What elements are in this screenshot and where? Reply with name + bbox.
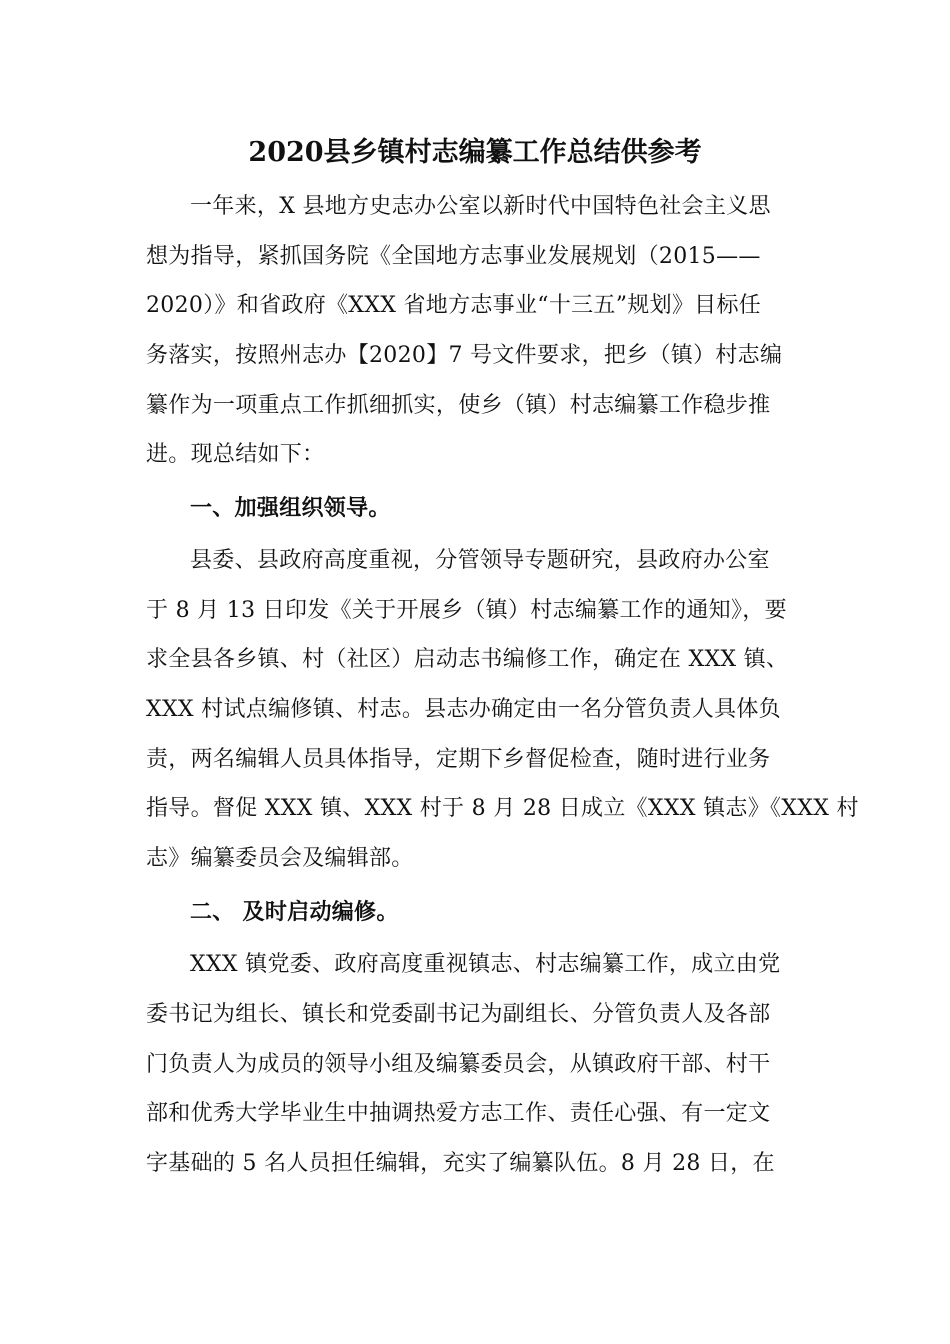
paragraph-3-line-3: 门负责人为成员的领导小组及编纂委员会，从镇政府干部、村干 <box>146 1052 771 1077</box>
paragraph-3-line-5: 字基础的 5 名人员担任编辑，充实了编纂队伍。8 月 28 日，在 <box>146 1151 775 1176</box>
paragraph-2-line-4: XXX 村试点编修镇、村志。县志办确定由一名分管负责人具体负 <box>146 697 781 722</box>
paragraph-2-line-1: 县委、县政府高度重视，分管领导专题研究，县政府办公室 <box>190 548 770 573</box>
paragraph-2-line-3: 求全县各乡镇、村（社区）启动志书编修工作，确定在 XXX 镇、 <box>146 647 789 672</box>
paragraph-1-line-5: 纂作为一项重点工作抓细抓实，使乡（镇）村志编纂工作稳步推 <box>146 393 771 418</box>
paragraph-3-line-1: XXX 镇党委、政府高度重视镇志、村志编纂工作，成立由党 <box>190 952 781 977</box>
section-heading-1: 一、加强组织领导。 <box>190 495 391 521</box>
paragraph-1-line-3: 2020）》和省政府《XXX 省地方志事业“十三五”规划》目标任 <box>146 293 762 318</box>
paragraph-1-line-1: 一年来，X 县地方史志办公室以新时代中国特色社会主义思 <box>190 194 771 219</box>
paragraph-2-line-5: 责，两名编辑人员具体指导，定期下乡督促检查，随时进行业务 <box>146 747 771 772</box>
paragraph-3-line-4: 部和优秀大学毕业生中抽调热爱方志工作、责任心强、有一定文 <box>146 1101 771 1126</box>
paragraph-1-line-2: 想为指导，紧抓国务院《全国地方志事业发展规划（2015—— <box>146 244 761 269</box>
paragraph-3-line-2: 委书记为组长、镇长和党委副书记为副组长、分管负责人及各部 <box>146 1002 771 1027</box>
paragraph-1-line-4: 务落实，按照州志办【2020】7 号文件要求，把乡（镇）村志编 <box>146 343 783 368</box>
paragraph-2-line-2: 于 8 月 13 日印发《关于开展乡（镇）村志编纂工作的通知》，要 <box>146 598 787 623</box>
paragraph-2-line-6: 指导。督促 XXX 镇、XXX 村于 8 月 28 日成立《XXX 镇志》《XXX 村 <box>146 796 859 821</box>
section-heading-2: 二、 及时启动编修。 <box>190 899 399 925</box>
paragraph-1-line-6: 进。现总结如下： <box>146 442 325 467</box>
document-title: 2020县乡镇村志编纂工作总结供参考 <box>248 137 702 168</box>
paragraph-2-line-7: 志》编纂委员会及编辑部。 <box>146 846 414 871</box>
